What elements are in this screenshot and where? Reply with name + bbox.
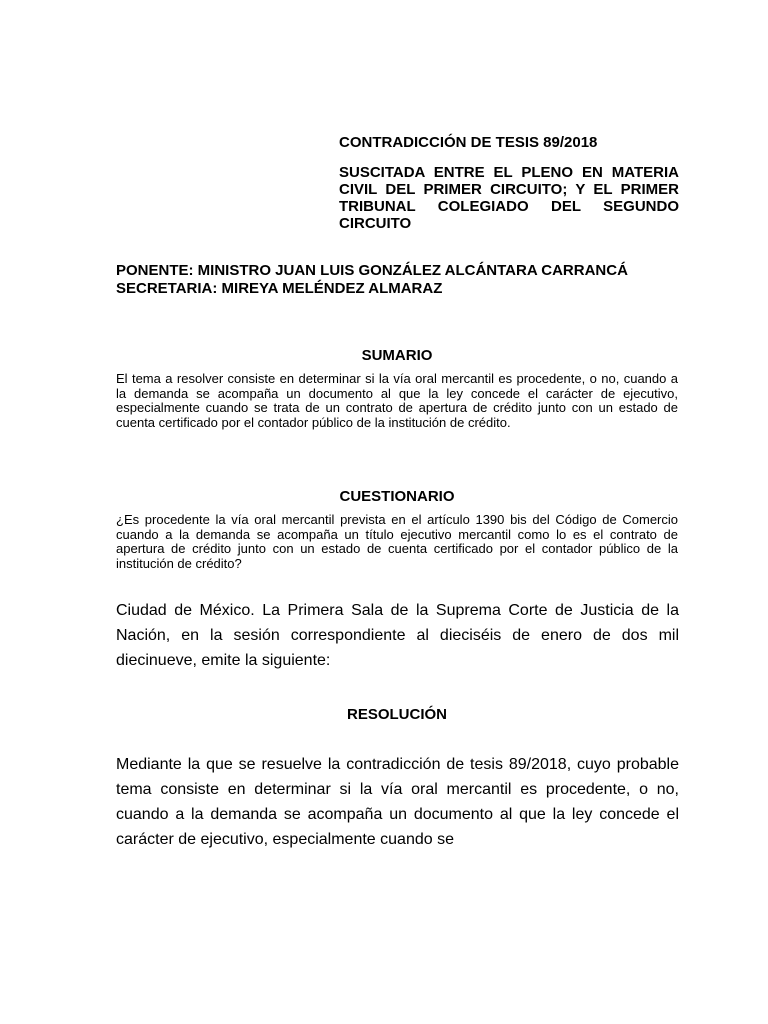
ponente-line: PONENTE: MINISTRO JUAN LUIS GONZÁLEZ ALCÁNTARA CARRANCÁ (116, 262, 628, 279)
case-number: CONTRADICCIÓN DE TESIS 89/2018 (339, 134, 598, 151)
intro-paragraph: Ciudad de México. La Primera Sala de la Suprema Corte de Justicia de la Nación, en la sesión correspondiente al dieciséis de enero de dos mil diecinueve, emite la siguiente: (116, 602, 679, 669)
resolucion-title: RESOLUCIÓN (346, 706, 447, 723)
names-block (116, 262, 678, 298)
case-parties: SUSCITADA ENTRE EL PLENO EN MATERIA CIVIL DEL PRIMER CIRCUITO; Y EL PRIMER TRIBUNAL COLEGIADO DEL SEGUNDO CIRCUITO (339, 164, 679, 232)
sumario-text: El tema a resolver consiste en determinar si la vía oral mercantil es procedente, o no, cuando a la demanda se acompaña un documento al que la ley concede el carácter de ejecutivo, especialmente cuando se trata de un contrato de apertura de crédito junto con un estado de cuenta certificado por el contador público de la institución de crédito. (116, 371, 678, 430)
resolucion-text: Mediante la que se resuelve la contradicción de tesis 89/2018, cuyo probable tema consiste en determinar si la vía oral mercantil es procedente, o no, cuando a la demanda se acompaña un documento al que la ley concede el carácter de ejecutivo, especialmente cuando se (116, 756, 679, 848)
cuestionario-title: CUESTIONARIO (339, 488, 455, 505)
secretaria-line: SECRETARIA: MIREYA MELÉNDEZ ALMARAZ (116, 280, 443, 297)
cuestionario-text: ¿Es procedente la vía oral mercantil prevista en el artículo 1390 bis del Código de Comercio cuando a la demanda se acompaña un título ejecutivo mercantil como lo es el contrato de apertura de crédito junto con un estado de cuenta certificado por el contador público de la institución de crédito? (116, 512, 678, 571)
sumario-title: SUMARIO (361, 347, 433, 364)
